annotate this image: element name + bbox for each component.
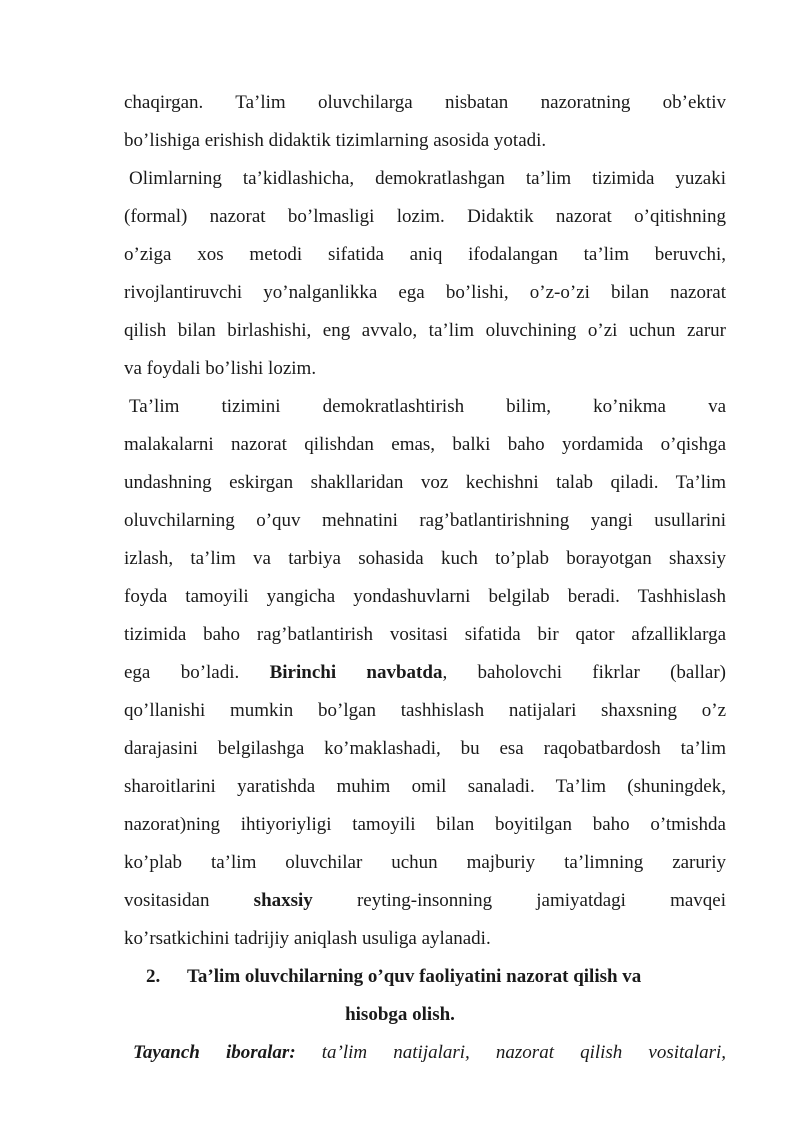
line-text: vositasidan	[124, 890, 210, 911]
paragraph-line: rivojlantiruvchi yo’nalganlikka ega bo’lishi, o’z-o’zi bilan nazorat	[124, 282, 726, 303]
paragraph-line: izlash, ta’lim va tarbiya sohasida kuch to’plab borayotgan shaxsiy	[124, 548, 726, 569]
paragraph-line: undashning eskirgan shakllaridan voz kechishni talab qiladi. Ta’lim	[124, 472, 726, 493]
heading-continuation: hisobga olish.	[345, 1004, 455, 1025]
paragraph-line: ko’rsatkichini tadrijiy aniqlash usuliga aylanadi.	[124, 928, 491, 949]
keywords-line	[133, 1034, 726, 1072]
line-text: ega bo’ladi.	[124, 662, 240, 683]
paragraph-line: tizimida baho rag’batlantirish vositasi sifatida bir qator afzalliklarga	[124, 624, 726, 645]
line-text: , baholovchi fikrlar (ballar)	[442, 662, 726, 683]
paragraph-line: sharoitlarini yaratishda muhim omil sanaladi. Ta’lim (shuningdek,	[124, 776, 726, 797]
heading-text: Ta’lim oluvchilarning o’quv faoliyatini nazorat qilish va	[187, 966, 642, 987]
paragraph-line: oluvchilarning o’quv mehnatini rag’batlantirishning yangi usullarini	[124, 510, 726, 531]
paragraph-line: qo’llanishi mumkin bo’lgan tashhislash natijalari shaxsning o’z	[124, 700, 726, 721]
line-text: reyting-insonning jamiyatdagi mavqei	[356, 890, 727, 911]
paragraph-line	[124, 654, 726, 692]
paragraph-line: malakalarni nazorat qilishdan emas, balki baho yordamida o’qishga	[124, 434, 726, 455]
paragraph-line: nazorat)ning ihtiyoriyligi tamoyili bilan boyitilgan baho o’tmishda	[124, 814, 726, 835]
paragraph-line: qilish bilan birlashishi, eng avvalo, ta’lim oluvchining o’zi uchun zarur	[124, 320, 726, 341]
section-heading	[0, 958, 800, 996]
bold-word: shaxsiy	[253, 890, 313, 911]
keywords-text: ta’lim natijalari, nazorat qilish vositalari,	[321, 1042, 726, 1063]
paragraph-line: Ta’lim tizimini demokratlashtirish bilim, ko’nikma va	[129, 396, 726, 417]
paragraph-line: darajasini belgilashga ko’maklashadi, bu esa raqobatbardosh ta’lim	[124, 738, 726, 759]
paragraph-line	[124, 882, 726, 920]
paragraph-line: (formal) nazorat bo’lmasligi lozim. Didaktik nazorat o’qitishning	[124, 206, 726, 227]
paragraph-line: va foydali bo’lishi lozim.	[124, 358, 317, 379]
paragraph-line: foyda tamoyili yangicha yondashuvlarni belgilab beradi. Tashhislash	[124, 586, 726, 607]
paragraph-line: bo’lishiga erishish didaktik tizimlarning asosida yotadi.	[124, 130, 547, 151]
bold-phrase: Birinchi navbatda	[269, 662, 443, 683]
paragraph-line: chaqirgan. Ta’lim oluvchilarga nisbatan nazoratning ob’ektiv	[124, 92, 726, 113]
keywords-label: Tayanch iboralar:	[133, 1042, 296, 1063]
paragraph-line: o’ziga xos metodi sifatida aniq ifodalangan ta’lim beruvchi,	[124, 244, 726, 265]
paragraph-line: Olimlarning ta’kidlashicha, demokratlashgan ta’lim tizimida yuzaki	[129, 168, 726, 189]
heading-number: 2.	[146, 966, 161, 987]
paragraph-line: ko’plab ta’lim oluvchilar uchun majburiy ta’limning zaruriy	[124, 852, 726, 873]
